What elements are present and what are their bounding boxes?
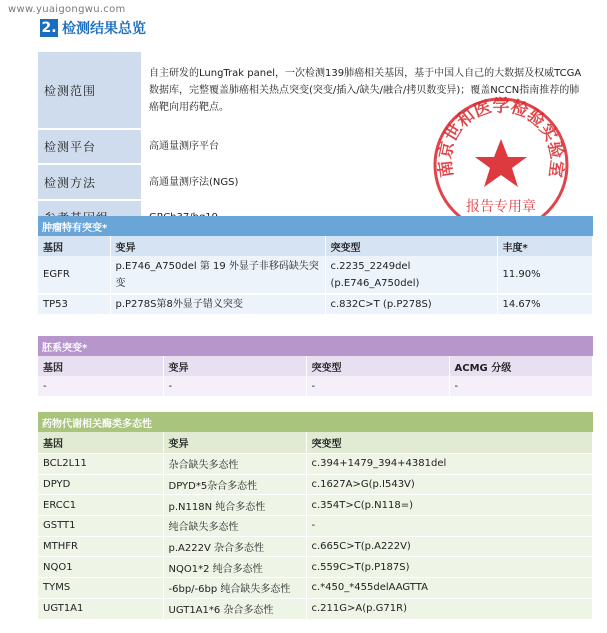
table-row [38,598,593,619]
column-header: 变异 [110,236,325,256]
table-row [38,557,593,578]
column-header: 丰度* [497,236,593,256]
mutation-cell: c.354T>C(p.N118=) [306,495,593,516]
column-header: 突变型 [325,236,497,256]
gene-cell: UGT1A1 [38,598,163,619]
gene-cell: DPYD [38,474,163,495]
variant-cell: p.E746_A750del 第 19 外显子非移码缺失突变 [110,256,325,294]
section-number: 2. [41,20,57,36]
table-title-row [38,216,593,236]
variant-cell: p.P278S第8外显子错义突变 [110,294,325,315]
gene-cell: GSTT1 [38,516,163,537]
overview-value: 高通量测序平台 [141,129,593,164]
gene-cell: TYMS [38,578,163,599]
section-title [40,18,146,38]
germline-table-title: 胚系突变* [38,336,593,356]
gene-cell: NQO1 [38,557,163,578]
column-header: 变异 [163,356,306,376]
mutation-cell: c.1627A>G(p.I543V) [306,474,593,495]
table-title-row [38,336,593,356]
table-header-row [38,236,593,256]
column-header: 突变型 [306,356,449,376]
overview-row [38,129,593,164]
mutation-cell: c.*450_*455delAAGTTA [306,578,593,599]
seal-ring-text: 南京世和医学检验实验室 [435,96,567,179]
table-row [38,578,593,599]
column-header: 变异 [163,432,306,454]
tumor-mutation-table [38,216,593,316]
mutation-cell: - [306,376,449,396]
table-row [38,376,593,396]
column-header: 基因 [38,432,163,454]
table-row [38,294,593,315]
tumor-table-title: 肿瘤特有突变* [38,216,593,236]
drug-table-title: 药物代谢相关酶类多态性 [38,412,593,432]
column-header: 基因 [38,236,110,256]
watermark-text: www.yuaigongwu.com [8,4,126,15]
variant-cell: p.A222V 杂合多态性 [163,536,306,557]
abundance-cell: 11.90% [497,256,593,294]
overview-value: 高通量测序法(NGS) [141,164,593,200]
mutation-cell: c.559C>T(p.P187S) [306,557,593,578]
germline-mutation-table [38,336,593,396]
gene-cell: BCL2L11 [38,454,163,475]
table-row [38,536,593,557]
mutation-cell: c.2235_2249del (p.E746_A750del) [325,256,497,294]
table-row [38,474,593,495]
overview-label: 检测范围 [38,52,141,129]
column-header: 基因 [38,356,163,376]
mutation-cell: c.832C>T (p.P278S) [325,294,497,315]
table-title-row [38,412,593,432]
gene-cell: TP53 [38,294,110,315]
gene-cell: ERCC1 [38,495,163,516]
overview-row [38,164,593,200]
table-row [38,516,593,537]
gene-cell: MTHFR [38,536,163,557]
variant-cell: -6bp/-6bp 纯合缺失多态性 [163,578,306,599]
mutation-cell: c.394+1479_394+4381del [306,454,593,475]
overview-table [38,52,593,235]
table-row [38,495,593,516]
overview-label: 检测平台 [38,129,141,164]
variant-cell: 纯合缺失多态性 [163,516,306,537]
table-header-row [38,432,593,454]
column-header: 突变型 [306,432,593,454]
seal-bottom-text: 报告专用章 [466,199,536,215]
overview-row [38,52,593,129]
mutation-cell: c.211G>A(p.G71R) [306,598,593,619]
gene-cell: EGFR [38,256,110,294]
variant-cell: 杂合缺失多态性 [163,454,306,475]
table-header-row [38,356,593,376]
table-row [38,256,593,294]
overview-value: 自主研发的LungTrak panel，一次检测139肺癌相关基因，基于中国人自己的大数据及权威TCGA数据库，完整覆盖肺癌相关热点突变(突变/插入/缺失/融合/拷贝数变异)；覆盖NCCN指南推荐的肺癌靶向用药靶点。 [141,52,593,129]
drug-metabolism-table [38,412,593,620]
variant-cell: DPYD*5杂合多态性 [163,474,306,495]
variant-cell: p.N118N 纯合多态性 [163,495,306,516]
overview-label: 检测方法 [38,164,141,200]
section-heading: 检测结果总览 [62,21,146,37]
table-row [38,454,593,475]
variant-cell: NQO1*2 纯合多态性 [163,557,306,578]
variant-cell: UGT1A1*6 杂合多态性 [163,598,306,619]
acmg-cell: - [449,376,593,396]
abundance-cell: 14.67% [497,294,593,315]
variant-cell: - [163,376,306,396]
gene-cell: - [38,376,163,396]
mutation-cell: c.665C>T(p.A222V) [306,536,593,557]
column-header: ACMG 分级 [449,356,593,376]
mutation-cell: - [306,516,593,537]
